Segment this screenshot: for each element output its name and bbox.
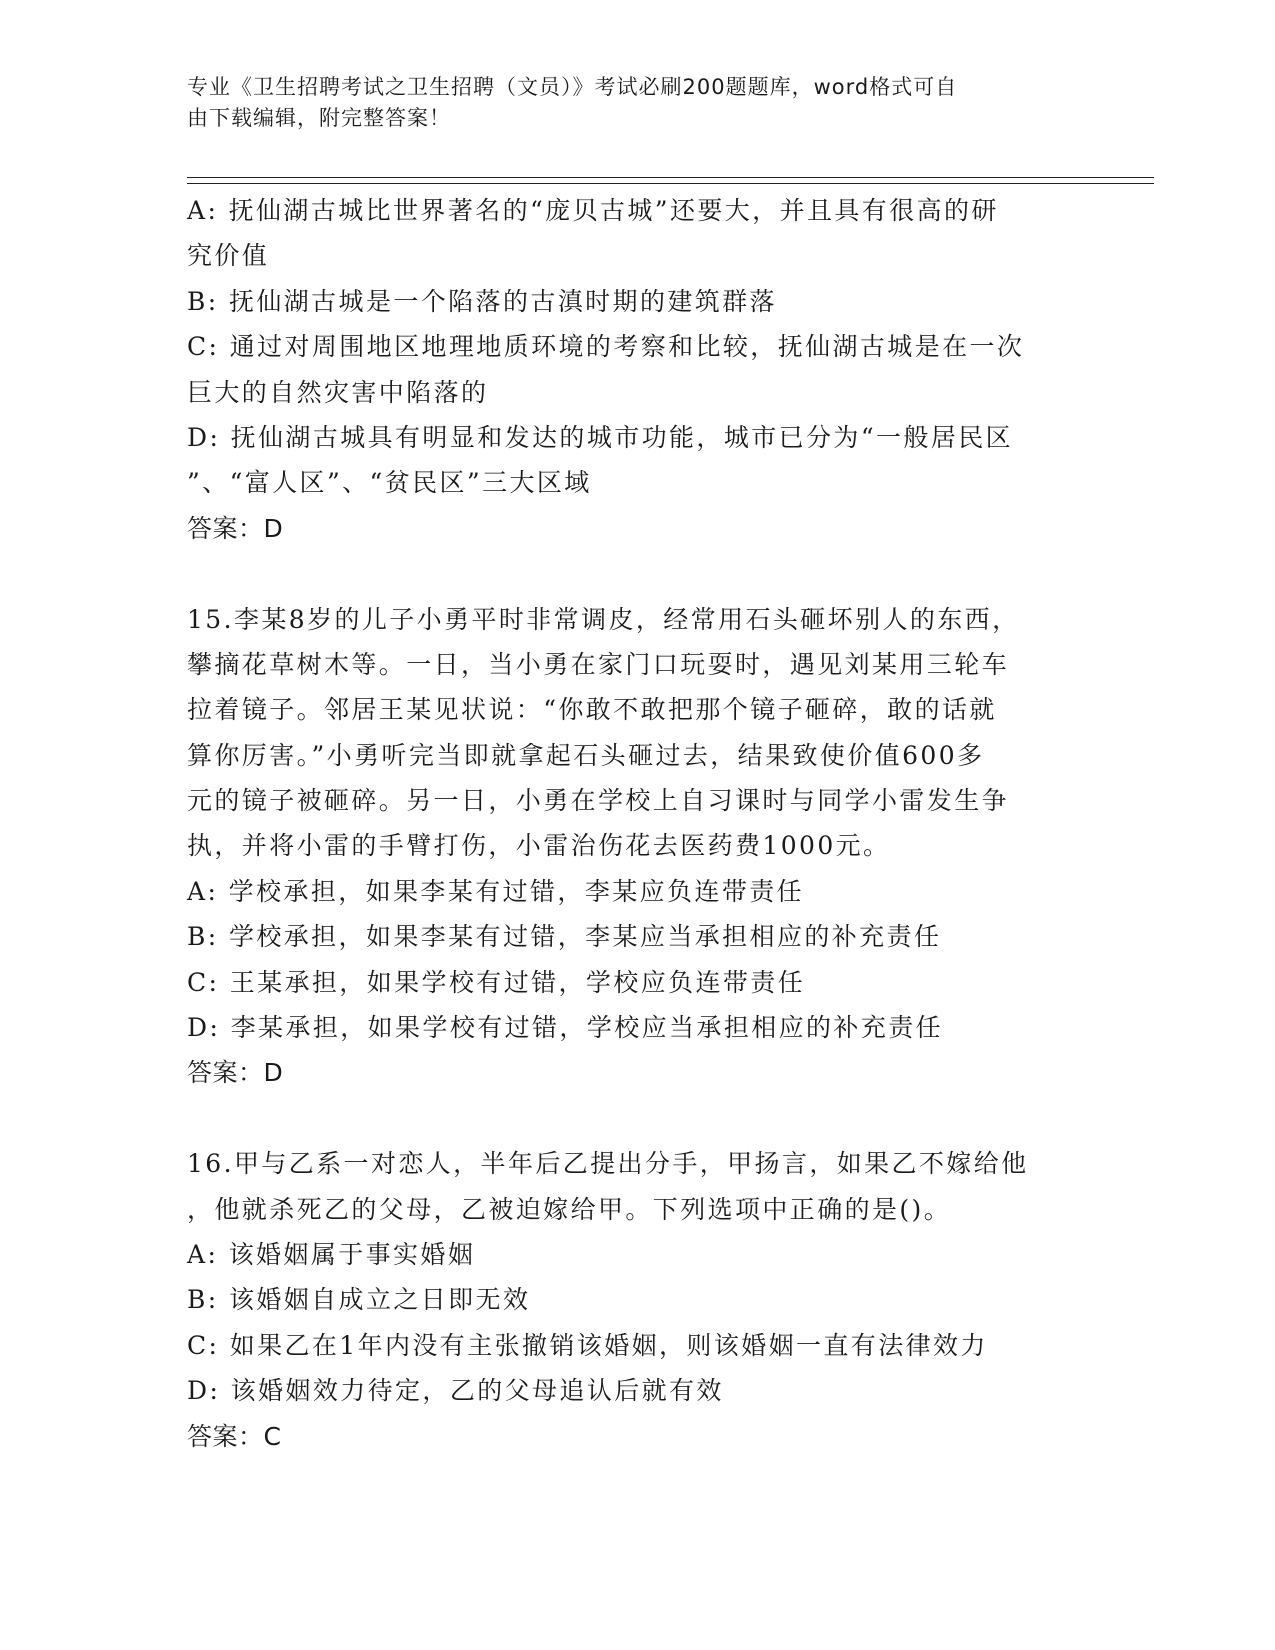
question-15 bbox=[187, 597, 1087, 1096]
stem-line: ，他就杀死乙的父母，乙被迫嫁给甲。下列选项中正确的是()。 bbox=[187, 1194, 952, 1224]
document-header bbox=[187, 72, 1067, 134]
option-d bbox=[187, 415, 1087, 506]
option-line: 巨大的自然灾害中陷落的 bbox=[187, 377, 489, 407]
option-a: A: 学校承担，如果李某有过错，李某应负连带责任 bbox=[187, 876, 805, 906]
option-a: A: 该婚姻属于事实婚姻 bbox=[187, 1239, 476, 1269]
option-line: D: 抚仙湖古城具有明显和发达的城市功能，城市已分为“一般居民区 bbox=[187, 422, 1013, 452]
option-line: 究价值 bbox=[187, 241, 270, 271]
question-stem bbox=[187, 1141, 1087, 1232]
option-b: B: 该婚姻自成立之日即无效 bbox=[187, 1285, 531, 1315]
option-d: D: 该婚姻效力待定，乙的父母追认后就有效 bbox=[187, 1376, 724, 1406]
question-16 bbox=[187, 1141, 1087, 1459]
spacer bbox=[187, 1096, 1087, 1141]
option-b bbox=[187, 279, 1087, 324]
option-c: C: 王某承担，如果学校有过错，学校应负连带责任 bbox=[187, 967, 806, 997]
stem-line: 元的镜子被砸碎。另一日，小勇在学校上自习课时与同学小雷发生争 bbox=[187, 786, 1010, 816]
header-divider bbox=[187, 183, 1154, 184]
spacer bbox=[187, 551, 1087, 596]
answer-line: 答案：D bbox=[187, 1058, 284, 1088]
option-line: C: 通过对周围地区地理地质环境的考察和比较，抚仙湖古城是在一次 bbox=[187, 332, 1025, 362]
header-line: 专业《卫生招聘考试之卫生招聘（文员）》考试必刷200题题库，word格式可自 bbox=[187, 75, 958, 99]
header-line: 由下载编辑，附完整答案！ bbox=[187, 106, 451, 130]
option-c bbox=[187, 324, 1087, 415]
stem-line: 算你厉害。”小勇听完当即就拿起石头砸过去，结果致使价值600多 bbox=[187, 740, 985, 770]
question-14 bbox=[187, 188, 1087, 551]
stem-line: 执，并将小雷的手臂打伤，小雷治伤花去医药费1000元。 bbox=[187, 831, 891, 861]
answer-line: 答案：C bbox=[187, 1421, 282, 1451]
stem-line: 15.李某8岁的儿子小勇平时非常调皮，经常用石头砸坏别人的东西， bbox=[187, 604, 1020, 634]
option-b: B: 学校承担，如果李某有过错，李某应当承担相应的补充责任 bbox=[187, 922, 942, 952]
option-c: C: 如果乙在1年内没有主张撤销该婚姻，则该婚姻一直有法律效力 bbox=[187, 1330, 988, 1360]
document-body bbox=[187, 188, 1087, 1459]
question-stem bbox=[187, 597, 1087, 869]
option-line: B: 抚仙湖古城是一个陷落的古滇时期的建筑群落 bbox=[187, 286, 777, 316]
option-d: D: 李某承担，如果学校有过错，学校应当承担相应的补充责任 bbox=[187, 1013, 944, 1043]
stem-line: 拉着镜子。邻居王某见状说：“你敢不敢把那个镜子砸碎，敢的话就 bbox=[187, 695, 997, 725]
stem-line: 攀摘花草树木等。一日，当小勇在家门口玩耍时，遇见刘某用三轮车 bbox=[187, 649, 1010, 679]
option-line: ”、“富人区”、“贫民区”三大区域 bbox=[187, 468, 592, 498]
option-a bbox=[187, 188, 1087, 279]
header-divider bbox=[187, 177, 1154, 178]
stem-line: 16.甲与乙系一对恋人，半年后乙提出分手，甲扬言，如果乙不嫁给他 bbox=[187, 1149, 1029, 1179]
answer-line: 答案：D bbox=[187, 513, 284, 543]
option-line: A: 抚仙湖古城比世界著名的“庞贝古城”还要大，并且具有很高的研 bbox=[187, 196, 999, 225]
